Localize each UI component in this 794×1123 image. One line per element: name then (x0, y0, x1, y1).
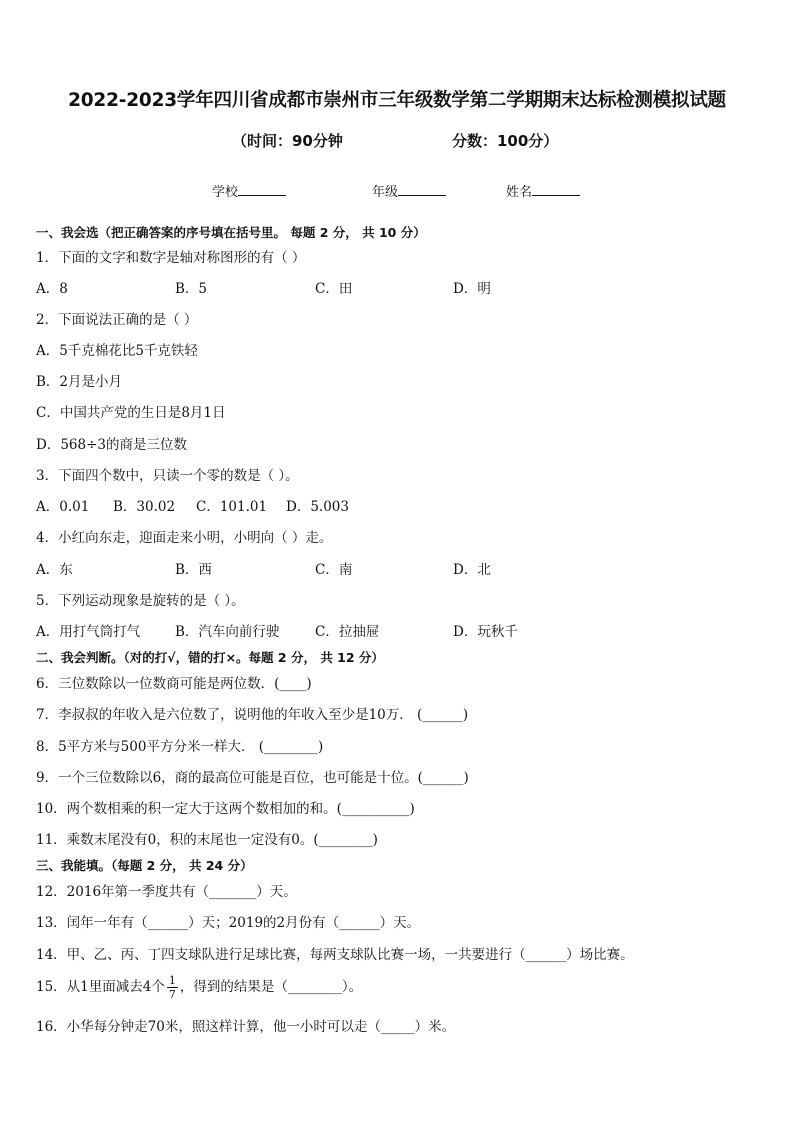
exam-score: 分数：100分） (452, 132, 559, 150)
section-3-heading: 三、我能填。（每题 2 分， 共 24 分） (36, 858, 253, 873)
question-15: 15．从1里面减去4个 $\frac{1}{7}$ ，得到的结果是（________）。 (36, 974, 363, 1001)
question-13: 13．闰年一年有（______）天；2019的2月份有（______）天。 (36, 915, 421, 931)
question-3: 3．下面四个数中，只读一个零的数是（ ）。 (36, 468, 299, 484)
exam-time: （时间：90分钟 (232, 132, 343, 150)
q4-option-b[interactable]: B．西 (175, 562, 212, 578)
q1-option-a[interactable]: A．8 (36, 281, 68, 297)
school-field: 学校 (212, 181, 286, 200)
question-2: 2．下面说法正确的是（ ） (36, 312, 198, 328)
question-10: 10．两个数相乘的积一定大于这两个数相加的和。(__________) (36, 801, 415, 817)
q4-option-c[interactable]: C．南 (315, 562, 353, 578)
q3-option-a[interactable]: A．0.01 (36, 499, 90, 515)
grade-blank[interactable] (398, 183, 446, 196)
q5-option-d[interactable]: D．玩秋千 (453, 624, 518, 640)
q5-option-a[interactable]: A．用打气筒打气 (36, 624, 141, 640)
question-9: 9．一个三位数除以6，商的最高位可能是百位，也可能是十位。(______) (36, 770, 469, 786)
q5-option-b[interactable]: B．汽车向前行驶 (175, 624, 280, 640)
question-7: 7．李叔叔的年收入是六位数了，说明他的年收入至少是10万． (______) (36, 707, 469, 723)
q1-option-c[interactable]: C．田 (315, 281, 353, 297)
q3-option-c[interactable]: C．101.01 (196, 499, 268, 515)
question-5: 5．下列运动现象是旋转的是（ ）。 (36, 593, 245, 609)
q2-option-b[interactable]: B．2月是小月 (36, 374, 123, 390)
school-blank[interactable] (238, 183, 286, 196)
q1-option-b[interactable]: B．5 (175, 281, 208, 297)
q4-option-a[interactable]: A．东 (36, 562, 73, 578)
fraction-one-seventh: $\frac{1}{7}$ (168, 974, 176, 1001)
question-14: 14．甲、乙、丙、丁四支球队进行足球比赛，每两支球队比赛一场，一共要进行（______）场比赛。 (36, 947, 634, 963)
question-8: 8．5平方米与500平方分米一样大． (________) (36, 739, 324, 755)
q2-option-a[interactable]: A．5千克棉花比5千克铁轻 (36, 343, 198, 359)
q1-option-d[interactable]: D．明 (453, 281, 491, 297)
section-1-heading: 一、我会选（把正确答案的序号填在括号里。 每题 2 分， 共 10 分） (36, 225, 426, 240)
name-field: 姓名 (506, 181, 580, 200)
q2-option-c[interactable]: C．中国共产党的生日是8月1日 (36, 405, 226, 421)
q3-option-d[interactable]: D．5.003 (286, 499, 349, 515)
question-6: 6．三位数除以一位数商可能是两位数．(____) (36, 676, 312, 692)
q3-option-b[interactable]: B．30.02 (113, 499, 176, 515)
section-2-heading: 二、我会判断。（对的打√，错的打×。每题 2 分， 共 12 分） (36, 650, 384, 665)
question-1: 1．下面的文字和数字是轴对称图形的有（ ） (36, 250, 306, 266)
question-4: 4．小红向东走，迎面走来小明，小明向（ ）走。 (36, 530, 333, 546)
question-12: 12．2016年第一季度共有（_______）天。 (36, 884, 297, 900)
question-11: 11．乘数末尾没有0，积的末尾也一定没有0。(________) (36, 832, 378, 848)
grade-field: 年级 (372, 181, 446, 200)
page-title: 2022-2023学年四川省成都市崇州市三年级数学第二学期期末达标检测模拟试题 (68, 90, 726, 111)
name-blank[interactable] (532, 183, 580, 196)
q4-option-d[interactable]: D．北 (453, 562, 491, 578)
q2-option-d[interactable]: D．568÷3的商是三位数 (36, 437, 187, 453)
question-16: 16．小华每分钟走70米，照这样计算，他一小时可以走（_____）米。 (36, 1019, 456, 1035)
q5-option-c[interactable]: C．拉抽屉 (315, 624, 380, 640)
